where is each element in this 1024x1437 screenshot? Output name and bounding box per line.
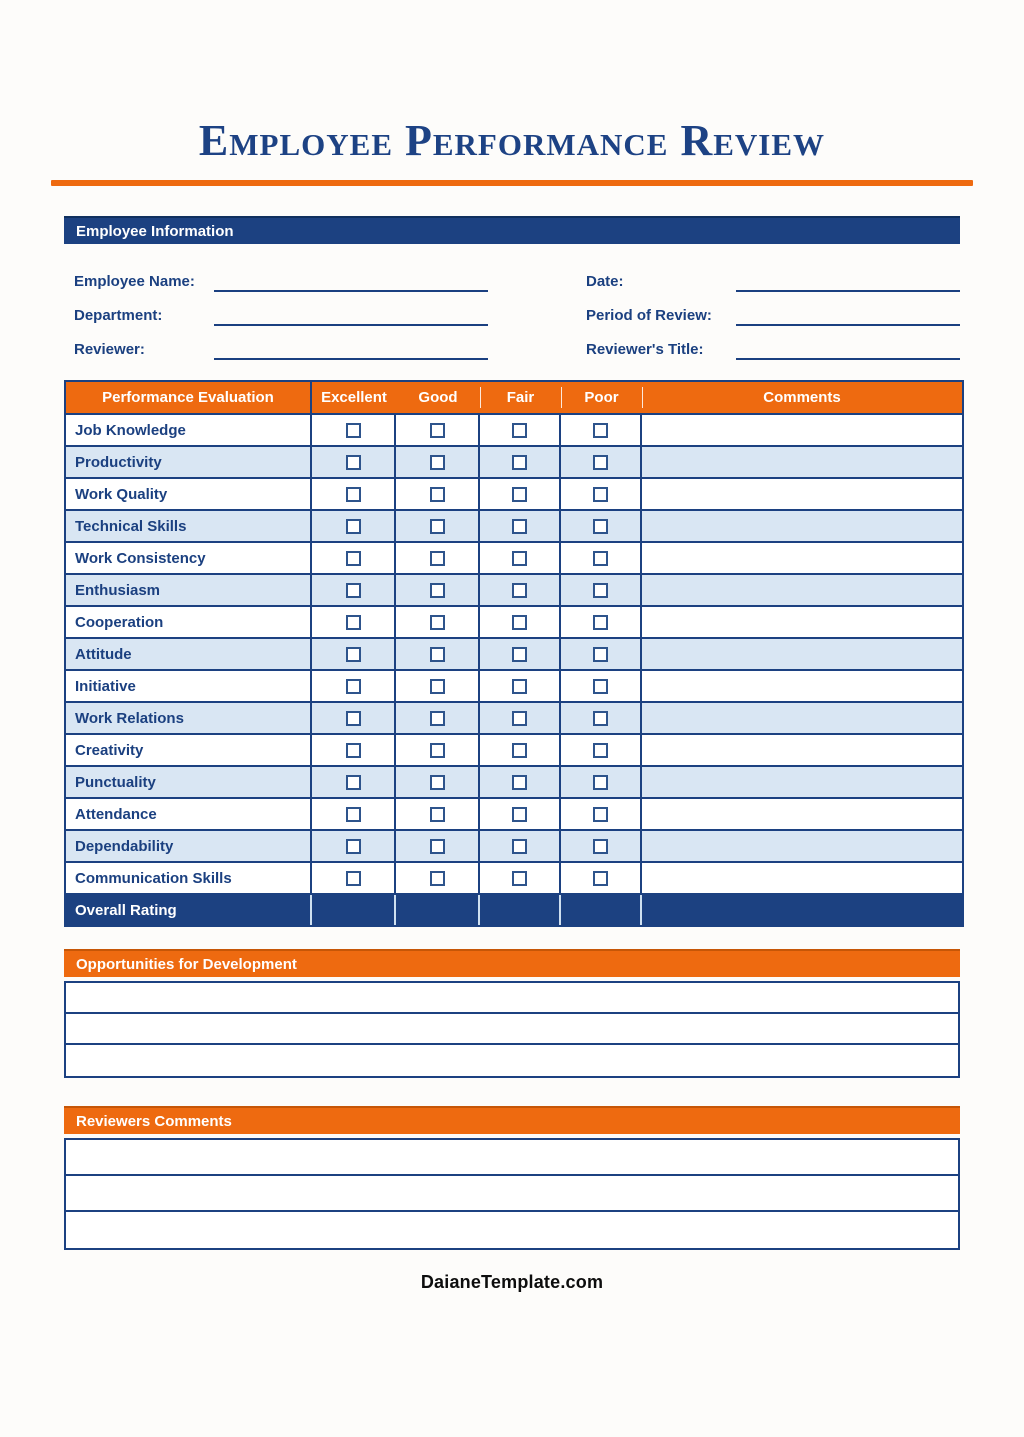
rating-cell-good xyxy=(396,511,480,543)
performance-evaluation-table xyxy=(64,380,964,927)
checkbox-poor[interactable] xyxy=(593,711,608,726)
checkbox-excellent[interactable] xyxy=(346,711,361,726)
checkbox-excellent[interactable] xyxy=(346,551,361,566)
title-divider-rule xyxy=(51,180,973,186)
info-field-row xyxy=(74,258,534,292)
evaluation-row xyxy=(66,415,962,447)
rating-cell-poor xyxy=(561,831,642,863)
evaluation-row xyxy=(66,831,962,863)
checkbox-fair[interactable] xyxy=(512,839,527,854)
criterion-label: Cooperation xyxy=(66,607,312,639)
writing-line[interactable] xyxy=(66,1014,958,1045)
reviewer-comments-writing-area xyxy=(64,1138,960,1250)
rating-cell-good xyxy=(396,671,480,703)
rating-cell-poor xyxy=(561,735,642,767)
rating-cell-poor xyxy=(561,863,642,895)
rating-cell-fair xyxy=(480,447,561,479)
checkbox-good[interactable] xyxy=(430,743,445,758)
checkbox-excellent[interactable] xyxy=(346,423,361,438)
checkbox-poor[interactable] xyxy=(593,455,608,470)
rating-cell-poor xyxy=(561,799,642,831)
rating-cell-good xyxy=(396,799,480,831)
rating-cell-good xyxy=(396,831,480,863)
checkbox-excellent[interactable] xyxy=(346,583,361,598)
writing-line[interactable] xyxy=(66,1212,958,1248)
checkbox-good[interactable] xyxy=(430,775,445,790)
checkbox-fair[interactable] xyxy=(512,807,527,822)
criterion-label: Work Consistency xyxy=(66,543,312,575)
rating-cell-poor xyxy=(561,415,642,447)
comment-cell[interactable] xyxy=(642,671,962,703)
info-field-row xyxy=(74,292,534,326)
comment-cell[interactable] xyxy=(642,511,962,543)
checkbox-good[interactable] xyxy=(430,487,445,502)
comment-cell[interactable] xyxy=(642,447,962,479)
info-field-label: Department: xyxy=(74,307,163,325)
evaluation-row xyxy=(66,735,962,767)
rating-cell-good xyxy=(396,639,480,671)
rating-cell-good xyxy=(396,703,480,735)
rating-cell-poor xyxy=(561,511,642,543)
checkbox-poor[interactable] xyxy=(593,743,608,758)
rating-cell-good xyxy=(396,479,480,511)
rating-cell-excellent xyxy=(312,639,396,671)
info-field-input-line[interactable] xyxy=(214,304,488,326)
checkbox-excellent[interactable] xyxy=(346,839,361,854)
rating-cell-poor xyxy=(561,703,642,735)
checkbox-good[interactable] xyxy=(430,455,445,470)
rating-cell-good xyxy=(396,863,480,895)
rating-cell-good xyxy=(396,735,480,767)
checkbox-good[interactable] xyxy=(430,647,445,662)
evaluation-row xyxy=(66,607,962,639)
writing-line[interactable] xyxy=(66,1045,958,1076)
rating-cell-excellent xyxy=(312,415,396,447)
evaluation-row xyxy=(66,799,962,831)
rating-cell-fair xyxy=(480,607,561,639)
checkbox-good[interactable] xyxy=(430,679,445,694)
checkbox-fair[interactable] xyxy=(512,423,527,438)
rating-cell-fair xyxy=(480,639,561,671)
overall-rating-label: Overall Rating xyxy=(66,895,312,925)
checkbox-poor[interactable] xyxy=(593,583,608,598)
site-watermark: DaianeTemplate.com xyxy=(420,1272,604,1293)
comment-cell[interactable] xyxy=(642,639,962,671)
comment-cell[interactable] xyxy=(642,799,962,831)
checkbox-poor[interactable] xyxy=(593,871,608,886)
employee-info-fields xyxy=(64,258,960,360)
reviewer-comments-header: Reviewers Comments xyxy=(64,1106,960,1134)
checkbox-fair[interactable] xyxy=(512,583,527,598)
checkbox-fair[interactable] xyxy=(512,743,527,758)
column-header-poor: Poor xyxy=(561,382,642,415)
info-field-input-line[interactable] xyxy=(214,338,488,360)
evaluation-row xyxy=(66,447,962,479)
checkbox-poor[interactable] xyxy=(593,775,608,790)
rating-cell-fair xyxy=(480,415,561,447)
evaluation-row xyxy=(66,703,962,735)
comment-cell[interactable] xyxy=(642,735,962,767)
rating-cell-excellent xyxy=(312,799,396,831)
checkbox-excellent[interactable] xyxy=(346,487,361,502)
checkbox-good[interactable] xyxy=(430,711,445,726)
comment-cell[interactable] xyxy=(642,831,962,863)
rating-cell-poor xyxy=(561,543,642,575)
checkbox-poor[interactable] xyxy=(593,615,608,630)
criterion-label: Attitude xyxy=(66,639,312,671)
comment-cell[interactable] xyxy=(642,863,962,895)
rating-cell-poor xyxy=(561,639,642,671)
checkbox-good[interactable] xyxy=(430,583,445,598)
overall-rating-cell-excellent[interactable] xyxy=(312,895,396,925)
evaluation-row xyxy=(66,511,962,543)
checkbox-poor[interactable] xyxy=(593,519,608,534)
info-field-label: Date: xyxy=(586,273,624,291)
info-field-row xyxy=(586,326,960,360)
info-field-input-line[interactable] xyxy=(214,270,488,292)
checkbox-fair[interactable] xyxy=(512,647,527,662)
rating-cell-excellent xyxy=(312,671,396,703)
column-header-excellent: Excellent xyxy=(312,382,396,415)
rating-cell-excellent xyxy=(312,735,396,767)
checkbox-excellent[interactable] xyxy=(346,775,361,790)
writing-line[interactable] xyxy=(66,983,958,1014)
evaluation-row xyxy=(66,767,962,799)
checkbox-fair[interactable] xyxy=(512,711,527,726)
criterion-label: Job Knowledge xyxy=(66,415,312,447)
info-field-input-line[interactable] xyxy=(736,304,960,326)
criterion-label: Initiative xyxy=(66,671,312,703)
reviewer-comments-section xyxy=(64,1106,960,1250)
column-header-good: Good xyxy=(396,382,480,415)
overall-rating-cell-fair[interactable] xyxy=(480,895,561,925)
checkbox-fair[interactable] xyxy=(512,455,527,470)
rating-cell-fair xyxy=(480,479,561,511)
info-field-row xyxy=(586,292,960,326)
criterion-label: Work Relations xyxy=(66,703,312,735)
criterion-label: Attendance xyxy=(66,799,312,831)
checkbox-excellent[interactable] xyxy=(346,615,361,630)
overall-rating-row xyxy=(66,895,962,925)
checkbox-poor[interactable] xyxy=(593,551,608,566)
checkbox-good[interactable] xyxy=(430,551,445,566)
rating-cell-excellent xyxy=(312,575,396,607)
writing-line[interactable] xyxy=(66,1140,958,1176)
comment-cell[interactable] xyxy=(642,767,962,799)
checkbox-excellent[interactable] xyxy=(346,647,361,662)
rating-cell-excellent xyxy=(312,511,396,543)
rating-cell-good xyxy=(396,415,480,447)
writing-line[interactable] xyxy=(66,1176,958,1212)
info-field-input-line[interactable] xyxy=(736,338,960,360)
info-field-row xyxy=(74,326,534,360)
checkbox-excellent[interactable] xyxy=(346,807,361,822)
rating-cell-fair xyxy=(480,799,561,831)
rating-cell-excellent xyxy=(312,543,396,575)
rating-cell-fair xyxy=(480,671,561,703)
rating-cell-poor xyxy=(561,447,642,479)
criterion-label: Dependability xyxy=(66,831,312,863)
rating-cell-poor xyxy=(561,575,642,607)
development-writing-area xyxy=(64,981,960,1078)
rating-cell-excellent xyxy=(312,479,396,511)
evaluation-header-row xyxy=(66,382,962,415)
checkbox-excellent[interactable] xyxy=(346,455,361,470)
rating-cell-excellent xyxy=(312,863,396,895)
page-title: Employee Performance Review xyxy=(198,116,826,165)
checkbox-good[interactable] xyxy=(430,423,445,438)
development-section-header: Opportunities for Development xyxy=(64,949,960,977)
rating-cell-fair xyxy=(480,575,561,607)
comment-cell[interactable] xyxy=(642,479,962,511)
checkbox-good[interactable] xyxy=(430,519,445,534)
checkbox-excellent[interactable] xyxy=(346,743,361,758)
rating-cell-excellent xyxy=(312,703,396,735)
comment-cell[interactable] xyxy=(642,607,962,639)
evaluation-row xyxy=(66,863,962,895)
comment-cell[interactable] xyxy=(642,415,962,447)
rating-cell-poor xyxy=(561,671,642,703)
comment-cell[interactable] xyxy=(642,575,962,607)
criterion-label: Enthusiasm xyxy=(66,575,312,607)
checkbox-excellent[interactable] xyxy=(346,679,361,694)
rating-cell-good xyxy=(396,767,480,799)
checkbox-good[interactable] xyxy=(430,807,445,822)
rating-cell-excellent xyxy=(312,607,396,639)
column-header-comments: Comments xyxy=(642,382,962,415)
info-field-label: Reviewer's Title: xyxy=(586,341,704,359)
evaluation-row xyxy=(66,639,962,671)
checkbox-poor[interactable] xyxy=(593,807,608,822)
info-field-input-line[interactable] xyxy=(736,270,960,292)
rating-cell-excellent xyxy=(312,447,396,479)
rating-cell-good xyxy=(396,607,480,639)
checkbox-fair[interactable] xyxy=(512,775,527,790)
criterion-label: Technical Skills xyxy=(66,511,312,543)
rating-cell-fair xyxy=(480,543,561,575)
checkbox-poor[interactable] xyxy=(593,679,608,694)
development-section xyxy=(64,949,960,1078)
rating-cell-good xyxy=(396,447,480,479)
rating-cell-fair xyxy=(480,735,561,767)
rating-cell-poor xyxy=(561,767,642,799)
criterion-label: Communication Skills xyxy=(66,863,312,895)
employee-information-header: Employee Information xyxy=(64,216,960,244)
rating-cell-excellent xyxy=(312,831,396,863)
criterion-label: Punctuality xyxy=(66,767,312,799)
rating-cell-excellent xyxy=(312,767,396,799)
checkbox-good[interactable] xyxy=(430,839,445,854)
rating-cell-poor xyxy=(561,479,642,511)
checkbox-excellent[interactable] xyxy=(346,871,361,886)
checkbox-poor[interactable] xyxy=(593,423,608,438)
rating-cell-good xyxy=(396,543,480,575)
rating-cell-good xyxy=(396,575,480,607)
info-field-label: Employee Name: xyxy=(74,273,195,291)
overall-rating-cell-comments[interactable] xyxy=(642,895,962,925)
evaluation-row xyxy=(66,543,962,575)
criterion-label: Creativity xyxy=(66,735,312,767)
rating-cell-poor xyxy=(561,607,642,639)
criterion-label: Productivity xyxy=(66,447,312,479)
column-header-performance-evaluation: Performance Evaluation xyxy=(66,382,312,415)
comment-cell[interactable] xyxy=(642,703,962,735)
checkbox-fair[interactable] xyxy=(512,519,527,534)
checkbox-poor[interactable] xyxy=(593,839,608,854)
criterion-label: Work Quality xyxy=(66,479,312,511)
info-field-label: Reviewer: xyxy=(74,341,145,359)
employee-info-left-column xyxy=(74,258,534,360)
checkbox-fair[interactable] xyxy=(512,871,527,886)
checkbox-good[interactable] xyxy=(430,871,445,886)
employee-info-right-column xyxy=(560,258,960,360)
evaluation-row xyxy=(66,479,962,511)
overall-rating-cell-poor[interactable] xyxy=(561,895,642,925)
evaluation-row xyxy=(66,575,962,607)
checkbox-fair[interactable] xyxy=(512,679,527,694)
info-field-row xyxy=(586,258,960,292)
checkbox-poor[interactable] xyxy=(593,647,608,662)
overall-rating-cell-good[interactable] xyxy=(396,895,480,925)
comment-cell[interactable] xyxy=(642,543,962,575)
checkbox-fair[interactable] xyxy=(512,487,527,502)
checkbox-fair[interactable] xyxy=(512,615,527,630)
evaluation-row xyxy=(66,671,962,703)
column-header-fair: Fair xyxy=(480,382,561,415)
rating-cell-fair xyxy=(480,863,561,895)
rating-cell-fair xyxy=(480,703,561,735)
rating-cell-fair xyxy=(480,767,561,799)
checkbox-excellent[interactable] xyxy=(346,519,361,534)
checkbox-good[interactable] xyxy=(430,615,445,630)
checkbox-fair[interactable] xyxy=(512,551,527,566)
rating-cell-fair xyxy=(480,831,561,863)
info-field-label: Period of Review: xyxy=(586,307,712,325)
rating-cell-fair xyxy=(480,511,561,543)
checkbox-poor[interactable] xyxy=(593,487,608,502)
